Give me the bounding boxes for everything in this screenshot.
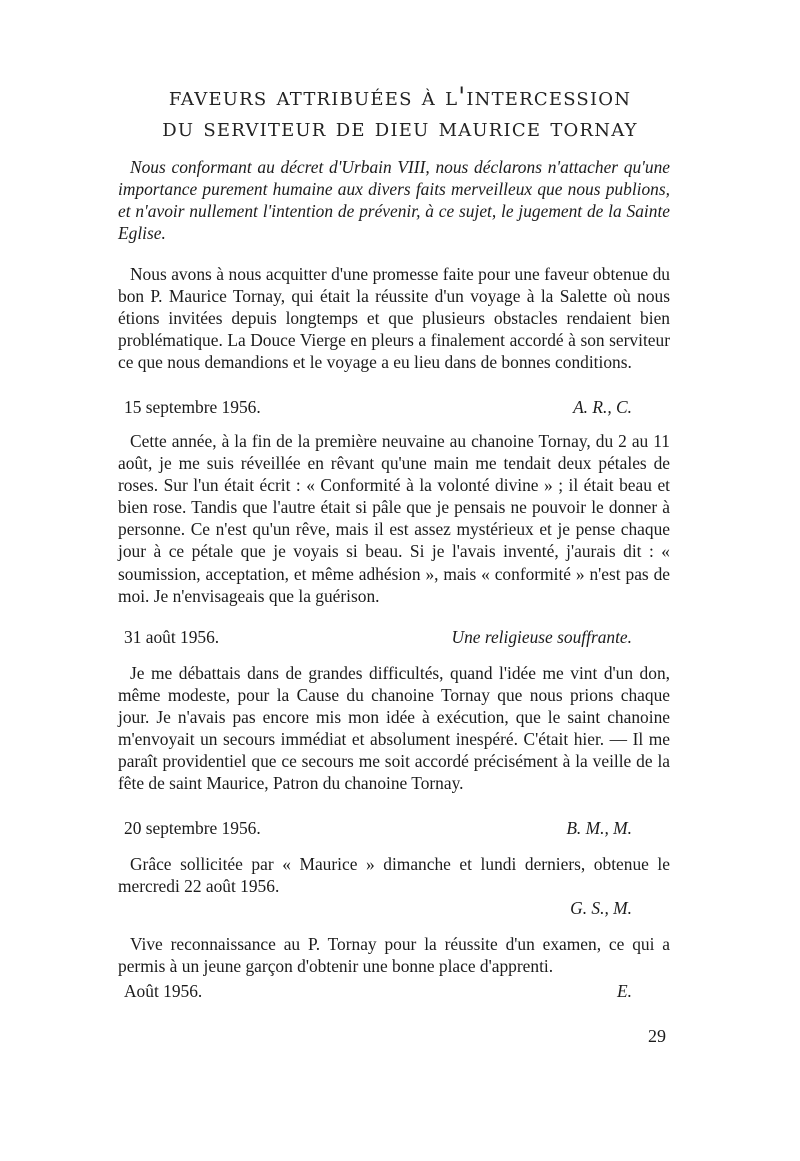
testimony-text: Je me débattais dans de grandes difficultés, quand l'idée me vint d'un don, même modeste, pour la Cause du chanoine Tornay que nous prions chaque jour. Je n'avais pas encore mis mon idée à exécution, que le saint chanoine m'envoyait un secours immédiat et absolument inespéré. C'était hier. — Il me paraît providentiel que ce secours me soit accordé précisément à la veille de la fête de saint Maurice, Patron du chanoine Tornay.	[118, 663, 670, 794]
preface-text: Nous conformant au décret d'Urbain VIII, nous déclarons n'attacher qu'une importance purement humaine aux divers faits merveilleux que nous publions, et n'avoir nullement l'intention de prévenir, à ce sujet, le jugement de la Sainte Eglise.	[118, 157, 670, 244]
testimony-text: Vive reconnaissance au P. Tornay pour la réussite d'un examen, ce qui a permis à un jeune garçon d'obtenir une bonne place d'apprenti.	[118, 934, 670, 977]
testimony-1	[118, 263, 670, 373]
testimony-signature: B. M., M.	[566, 818, 632, 838]
testimony-text: Nous avons à nous acquitter d'une promesse faite pour une faveur obtenue du bon P. Maurice Tornay, qui était la réussite d'un voyage à la Salette où nous étions invitées depuis longtemps et que plusieurs obstacles rendaient bien problématique. La Douce Vierge en pleurs a finalement accordé à son serviteur ce que nous demandions et le voyage a eu lieu dans de bonnes conditions.	[118, 264, 670, 373]
testimony-signature: E.	[617, 981, 632, 1001]
testimony-signature: Une religieuse souffrante.	[451, 627, 632, 647]
testimony-3	[118, 662, 670, 795]
preface-block	[118, 156, 670, 244]
testimony-5	[118, 933, 670, 977]
testimony-date: 20 septembre 1956.	[124, 818, 261, 838]
testimony-1-signature-line	[118, 396, 670, 418]
page-number: 29	[648, 1026, 666, 1046]
page-title-line-2: du serviteur de dieu maurice tornay	[162, 113, 638, 142]
testimony-text: Grâce sollicitée par « Maurice » dimanche et lundi derniers, obtenue le mercredi 22 août 1956.	[118, 854, 670, 897]
testimony-date: Août 1956.	[124, 981, 203, 1001]
testimony-2	[118, 430, 670, 607]
testimony-text: Cette année, à la fin de la première neuvaine au chanoine Tornay, du 2 au 11 août, je me suis réveillée en rêvant qu'une main me tendait deux pétales de roses. Sur l'un était écrit : « Conformité à la volonté divine » ; il était beau et bien rose. Tandis que l'autre était si pâle que je pensais ne pouvoir le donner à personne. Ce n'est qu'un rêve, mais il est assez mystérieux et je pense chaque jour à ce pétale que je voyais si beau. Si je l'avais inventé, j'aurais dit : « soumission, acceptation, et même adhésion », mais « conformité » n'est pas de moi. Je n'envisageais que la guérison.	[118, 431, 670, 606]
testimony-date: 15 septembre 1956.	[124, 397, 261, 417]
page-title-line-1: faveurs attribuées à l'intercession	[168, 82, 632, 111]
testimony-5-signature-line	[118, 980, 670, 1002]
testimony-signature: A. R., C.	[573, 397, 632, 417]
testimony-2-signature-line	[118, 626, 670, 648]
testimony-4-signature-line	[118, 897, 670, 919]
testimony-3-signature-line	[118, 817, 670, 839]
testimony-date: 31 août 1956.	[124, 627, 220, 647]
testimony-signature: G. S., M.	[570, 898, 632, 918]
testimony-4	[118, 853, 670, 897]
